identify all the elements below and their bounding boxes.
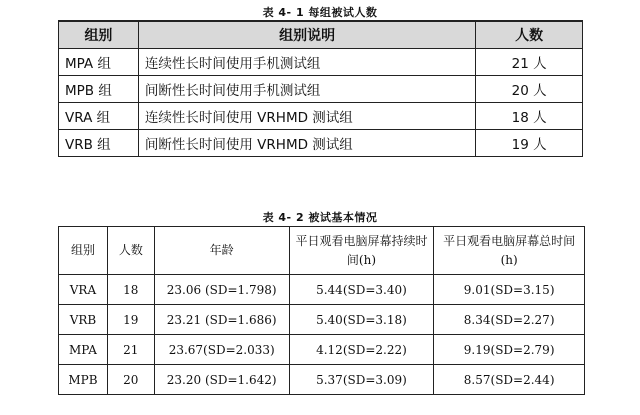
header-group: 组别 [59, 21, 139, 48]
table-row [59, 48, 583, 75]
cell-count: 21 人 [476, 48, 583, 75]
cell-age: 23.20 (SD=1.642) [154, 365, 289, 395]
cell-group: VRB 组 [59, 129, 139, 156]
cell-screen-total: 9.19(SD=2.79) [434, 335, 585, 365]
cell-screen-total: 9.01(SD=3.15) [434, 275, 585, 305]
cell-group: MPB 组 [59, 75, 139, 102]
cell-count: 19 人 [476, 129, 583, 156]
header-count: 人数 [476, 21, 583, 48]
table-row [59, 305, 585, 335]
table-row [59, 335, 585, 365]
cell-group: VRB [59, 305, 108, 335]
cell-screen-total: 8.57(SD=2.44) [434, 365, 585, 395]
cell-group: MPA [59, 335, 108, 365]
table-header-row [59, 21, 583, 48]
table2-caption: 表 4- 2 被试基本情况 [262, 211, 378, 224]
cell-screen-total: 8.34(SD=2.27) [434, 305, 585, 335]
cell-screen-duration: 4.12(SD=2.22) [289, 335, 434, 365]
cell-age: 23.21 (SD=1.686) [154, 305, 289, 335]
cell-age: 23.67(SD=2.033) [154, 335, 289, 365]
cell-count: 18 [107, 275, 154, 305]
header-screen-duration: 平日观看电脑屏幕持续时间(h) [289, 227, 434, 275]
header-age: 年龄 [154, 227, 289, 275]
table-row [59, 275, 585, 305]
table-row [59, 129, 583, 156]
cell-description: 连续性长时间使用手机测试组 [138, 48, 475, 75]
cell-count: 21 [107, 335, 154, 365]
header-count: 人数 [107, 227, 154, 275]
table-row [59, 102, 583, 129]
cell-age: 23.06 (SD=1.798) [154, 275, 289, 305]
cell-screen-duration: 5.40(SD=3.18) [289, 305, 434, 335]
header-screen-total: 平日观看电脑屏幕总时间(h) [434, 227, 585, 275]
header-group-description: 组别说明 [138, 21, 475, 48]
participant-info-table [58, 226, 585, 395]
table-header-row [59, 227, 585, 275]
cell-screen-duration: 5.37(SD=3.09) [289, 365, 434, 395]
table1-caption: 表 4- 1 每组被试人数 [262, 6, 378, 19]
table-row [59, 365, 585, 395]
cell-count: 19 [107, 305, 154, 335]
cell-group: VRA 组 [59, 102, 139, 129]
cell-count: 20 人 [476, 75, 583, 102]
cell-group: VRA [59, 275, 108, 305]
table-row [59, 75, 583, 102]
cell-group: MPA 组 [59, 48, 139, 75]
header-group: 组别 [59, 227, 108, 275]
cell-description: 间断性长时间使用手机测试组 [138, 75, 475, 102]
cell-description: 连续性长时间使用 VRHMD 测试组 [138, 102, 475, 129]
group-count-table [58, 20, 583, 157]
cell-group: MPB [59, 365, 108, 395]
cell-count: 20 [107, 365, 154, 395]
cell-screen-duration: 5.44(SD=3.40) [289, 275, 434, 305]
cell-description: 间断性长时间使用 VRHMD 测试组 [138, 129, 475, 156]
cell-count: 18 人 [476, 102, 583, 129]
